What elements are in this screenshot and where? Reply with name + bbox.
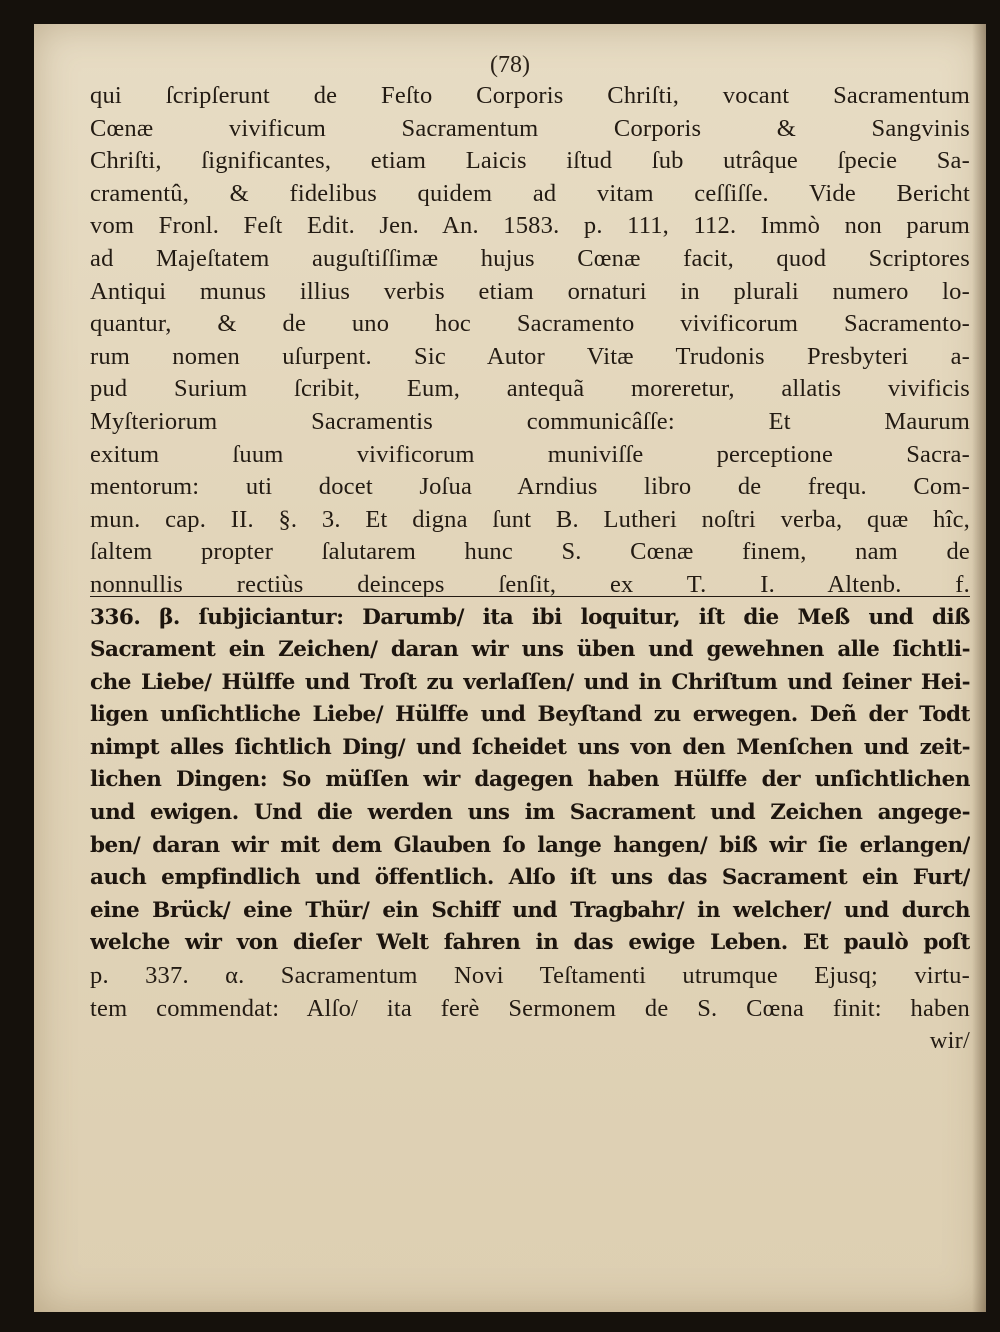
book-page xyxy=(34,24,986,1312)
text-line: nonnullis rectiùs deinceps ſenſit, ex T. I. Altenb. f. xyxy=(90,570,970,598)
text-line: qui ſcripſerunt de Feſto Corporis Chriſti, vocant Sacramentum xyxy=(90,82,970,109)
text-line: pud Surium ſcribit, Eum, antequã moreretur, allatis vivificis xyxy=(90,375,970,403)
text-line: Chriſti, ſignificantes, etiam Laicis iſtud ſub utrâque ſpecie Sa- xyxy=(90,147,970,175)
text-line: exitum ſuum vivificorum muniviſſe perceptione Sacra- xyxy=(90,440,970,468)
text-line: welche wir von dieſer Welt fahren in das ewige Leben. Et paulò poſt xyxy=(90,930,970,956)
text-line: eine Brück/ eine Thür/ ein Schiff und Tragbahr/ in welcher/ und durch xyxy=(90,897,970,923)
body-text xyxy=(90,80,970,1058)
text-line: che Liebe/ Hülffe und Troſt zu verlaſſen/ und in Chriſtum und ſeiner Hei- xyxy=(90,669,970,695)
text-line: auch empfindlich und öffentlich. Alſo iſt uns das Sacrament ein Furt/ xyxy=(90,865,970,891)
text-line: cramentû, & fidelibus quidem ad vitam ceſſiſſe. Vide Bericht xyxy=(90,179,970,207)
text-line: mun. cap. II. §. 3. Et digna ſunt B. Lutheri noſtri verba, quæ hîc, xyxy=(90,505,970,533)
text-line: rum nomen uſurpent. Sic Autor Vitæ Trudonis Presbyteri a- xyxy=(90,342,970,370)
text-line: ben/ daran wir mit dem Glauben ſo lange hangen/ biß wir ſie erlangen/ xyxy=(90,832,970,858)
text-line: ad Majeſtatem auguſtiſſimæ hujus Cœnæ facit, quod Scriptores xyxy=(90,244,970,272)
text-line: Sacrament ein Zeichen/ daran wir uns üben und gewehnen alle ſichtli- xyxy=(90,637,970,663)
text-line: p. 337. α. Sacramentum Novi Teſtamenti utrumque Ejusq; virtu- xyxy=(90,962,970,990)
text-line: und ewigen. Und die werden uns im Sacrament und Zeichen angege- xyxy=(90,800,970,826)
text-line: Myſteriorum Sacramentis communicâſſe: Et Maurum xyxy=(90,407,970,435)
text-line: lichen Dingen: So müſſen wir dagegen haben Hülffe der unſichtlichen xyxy=(90,767,970,793)
text-line: Antiqui munus illius verbis etiam ornaturi in plurali numero lo- xyxy=(90,277,970,305)
text-line: vom Fronl. Feſt Edit. Jen. An. 1583. p. 111, 112. Immò non parum xyxy=(90,212,970,240)
text-line: nimpt alles ſichtlich Ding/ und ſcheidet uns von den Menſchen und zeit- xyxy=(90,734,970,760)
text-line: Cœnæ vivificum Sacramentum Corporis & Sangvinis xyxy=(90,114,970,142)
page-edge-shadow xyxy=(972,24,986,1312)
text-line: ſaltem propter ſalutarem hunc S. Cœnæ finem, nam de xyxy=(90,538,970,566)
text-line: quantur, & de uno hoc Sacramento vivificorum Sacramento- xyxy=(90,310,970,338)
text-line: 336. β. ſubjiciantur: Darumb/ ita ibi loquitur, iſt die Meß und diß xyxy=(90,604,970,630)
text-line: tem commendat: Alſo/ ita ferè Sermonem de S. Cœna finit: haben xyxy=(90,994,970,1022)
text-line: mentorum: uti docet Joſua Arndius libro de frequ. Com- xyxy=(90,473,970,501)
text-line: ligen unſichtliche Liebe/ Hülffe und Beyſtand zu erwegen. Deñ der Todt xyxy=(90,702,970,728)
page-number: (78) xyxy=(490,52,530,78)
catchword: wir/ xyxy=(929,1027,970,1055)
